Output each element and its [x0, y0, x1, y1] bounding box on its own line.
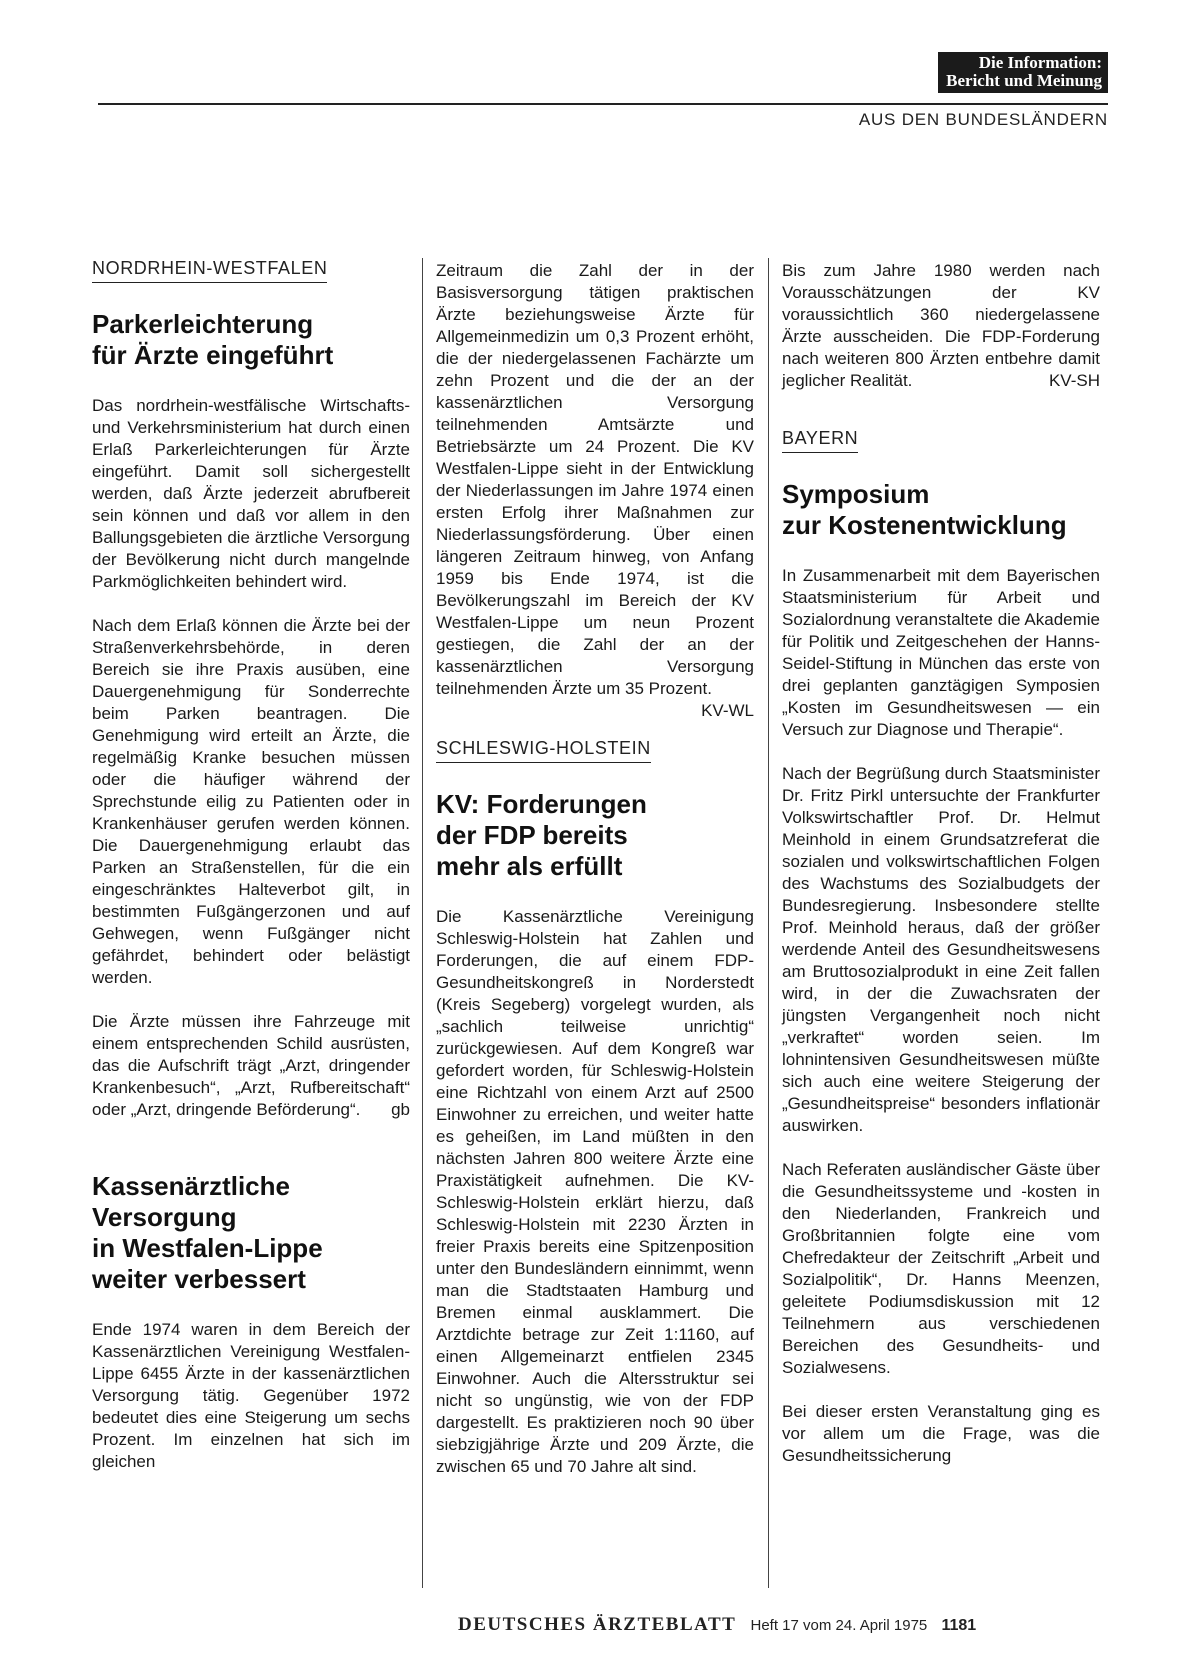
spacer [782, 414, 1100, 428]
section-title: AUS DEN BUNDESLÄNDERN [858, 110, 1108, 129]
article-paragraph-text: Zeitraum die Zahl der in der Basisversorgung tätigen praktischen Ärzte beziehungsweise Ärzte für Allgemeinmedizin um 0,3 Prozent erhöht, die der niedergelassenen Fachärzte um zehn Prozent und die der an der kassenärztlichen Versorgung teilnehmenden Amtsärzte und Betriebsärzte um 24 Prozent. Die KV Westfalen-Lippe sieht in der Entwicklung der Niederlassungen im Jahre 1974 einen ersten Erfolg ihrer Maßnahmen zur Niederlassungsförderung. Über einen längeren Zeitraum hinweg, von Anfang 1959 bis Ende 1974, ist die Bevölkerungszahl im Bereich der KV Westfalen-Lippe um neun Prozent gestiegen, die Zahl der an der kassenärztlichen Versorgung teilnehmenden Ärzte um 35 Prozent. [436, 261, 754, 698]
article-paragraph: Ende 1974 waren in dem Bereich der Kassenärztlichen Vereinigung Westfalen-Lippe 6455 Ärzte in der kassenärztlichen Versorgung tätig. Gegenüber 1972 bedeutet dies eine Steigerung um sechs Prozent. Im einzelnen hat sich im gleichen [92, 1320, 410, 1471]
issue-info: Heft 17 vom 24. April 1975 [750, 1617, 928, 1634]
article-paragraph [436, 260, 754, 720]
article-paragraph: Das nordrhein-westfälische Wirtschafts- und Verkehrsministerium hat durch einen Erlaß Parkerleichterungen für Ärzte eingeführt. Damit soll sichergestellt werden, daß Ärzte jederzeit abrufbereit sein können und daß vor allem in den Ballungsgebieten die ärztliche Versorgung der Bevölkerung nicht durch mangelnde Parkmöglichkeiten behindert wird. [92, 396, 410, 591]
author-signature: KV-SH [1048, 371, 1100, 390]
article-headline: Symposium zur Kostenentwicklung [782, 479, 1067, 540]
column-1 [92, 258, 410, 1495]
column-2 [436, 260, 754, 1500]
column-3 [782, 260, 1100, 1489]
article-paragraph: Bei dieser ersten Veranstaltung ging es vor allem um die Frage, was die Gesundheitssicherung [782, 1402, 1100, 1465]
article-paragraph: Die Kassenärztliche Vereinigung Schleswig-Holstein hat Zahlen und Forderungen, die auf einem FDP-Gesundheitskongreß in Norderstedt (Kreis Segeberg) vorgelegt wurden, als „sachlich teilweise unrichtig“ zurückgewiesen. Auf dem Kongreß war gefordert worden, für Schleswig-Holstein eine Richtzahl von einem Arzt auf 2500 Einwohner zu erreichen, und weiter hatte es geheißen, im Land müßten in den nächsten Jahren 800 weitere Ärzte eine Praxistätigkeit aufnehmen. Die KV-Schleswig-Holstein erklärt hierzu, daß Schleswig-Holstein mit 2230 Ärzten in freier Praxis bereits eine Spitzenposition unter den Bundesländern einnimmt, wenn man die Stadtstaaten Hamburg und Bremen einmal ausklammert. Die Arztdichte betrage zur Zeit 1:1160, auf einen Allgemeinarzt entfielen 2345 Einwohner. Auch die Altersstruktur sei nicht so ungünstig, wie von der FDP dargestellt. Es praktizieren noch 90 über siebzigjährige Ärzte und 209 Ärzte, die zwischen 65 und 70 Jahre alt sind. [436, 907, 754, 1476]
header-rule [98, 103, 1108, 105]
article-paragraph: In Zusammenarbeit mit dem Bayerischen Staatsministerium für Arbeit und Sozialordnung veranstaltete die Akademie für Politik und Zeitgeschehen der Hanns-Seidel-Stiftung in München das erste von drei geplanten ganztägigen Symposien „Kosten im Gesundheitswesen — ein Versuch zur Diagnose und Therapie“. [782, 566, 1100, 739]
article-paragraph: Nach Referaten ausländischer Gäste über die Gesundheitssysteme und -kosten in den Niederlanden, Frankreich und Großbritannien folgte eine vom Chefredakteur der Zeitschrift „Arbeit und Sozialpolitik“, Dr. Hanns Meenzen, geleitete Podiumsdiskussion mit 12 Teilnehmern aus verschiedenen Bereichen des Gesundheits- und Sozialwesens. [782, 1160, 1100, 1377]
magazine-name: DEUTSCHES ÄRZTEBLATT [458, 1614, 737, 1635]
rubric-badge-line1: Die Information: [978, 53, 1102, 72]
column-divider-2 [768, 258, 769, 1588]
column-divider-1 [422, 258, 423, 1588]
article-headline: Kassenärztliche Versorgung in Westfalen-Lippe weiter verbessert [92, 1171, 323, 1294]
article-paragraph: Nach dem Erlaß können die Ärzte bei der Straßenverkehrsbehörde, in deren Bereich sie ihre Praxis ausüben, eine Dauergenehmigung für Sonderrechte beim Parken beantragen. Die Genehmigung wird erteilt an Ärzte, die regelmäßig Kranke besuchen müssen oder die häufiger während der Sprechstunde eilig zu Patienten oder in Krankenhäuser gerufen werden können. Die Dauergenehmigung erlaubt das Parken an Straßenstellen, für die ein eingeschränktes Halteverbot gilt, in bestimmten Fußgängerzonen und auf Gehwegen, wenn Fußgänger nicht gefährdet, behindert oder belästigt werden. [92, 616, 410, 987]
article-headline: Parkerleichterung für Ärzte eingeführt [92, 309, 334, 370]
article-headline: KV: Forderungen der FDP bereits mehr als erfüllt [436, 789, 647, 881]
article-paragraph: Nach der Begrüßung durch Staatsminister Dr. Fritz Pirkl untersuchte der Frankfurter Volkswirtschaftler Prof. Dr. Helmut Meinhold in einem Grundsatzreferat die sozialen und volkswirtschaftlichen Folgen des Wachstums des Sozialbudgets der Bundesregierung. Insbesondere stellte Prof. Meinhold heraus, daß der größer werdende Anteil des Gesundheitswesens am Bruttosozialprodukt in eine Zeit fallen wird, in der die Zuwachsraten der jüngsten Vergangenheit noch nicht „verkraftet“ worden seien. Im lohnintensiven Gesundheitswesen müßte sich auch eine weitere Steigerung der „Gesundheitspreise“ besonders inflationär auswirken. [782, 764, 1100, 1135]
article-paragraph-text: Die Ärzte müssen ihre Fahrzeuge mit einem entsprechenden Schild ausrüsten, das die Aufschrift trägt „Arzt, dringender Krankenbesuch“, „Arzt, Rufbereitschaft“ oder „Arzt, dringende Beförderung“. [92, 1012, 410, 1119]
article-region-kicker: BAYERN [782, 428, 858, 453]
article-paragraph [92, 1011, 410, 1121]
article-region-kicker: SCHLESWIG-HOLSTEIN [436, 738, 651, 763]
page-footer [458, 1614, 976, 1636]
author-signature: KV-WL [701, 701, 754, 720]
rubric-badge [938, 52, 1108, 93]
article-paragraph-text: Bis zum Jahre 1980 werden nach Vorausschätzungen der KV voraussichtlich 360 niedergelassene Ärzte ausscheiden. Die FDP-Forderung nach weiteren 800 Ärzten entbehre damit jeglicher Realität. [782, 261, 1100, 390]
rubric-badge-line2: Bericht und Meinung [946, 71, 1102, 90]
article-region-kicker: NORDRHEIN-WESTFALEN [92, 258, 327, 283]
spacer [436, 722, 754, 738]
page-number: 1181 [941, 1617, 977, 1634]
author-signature: gb [391, 1100, 410, 1119]
article-paragraph [782, 260, 1100, 392]
spacer [92, 1121, 410, 1143]
